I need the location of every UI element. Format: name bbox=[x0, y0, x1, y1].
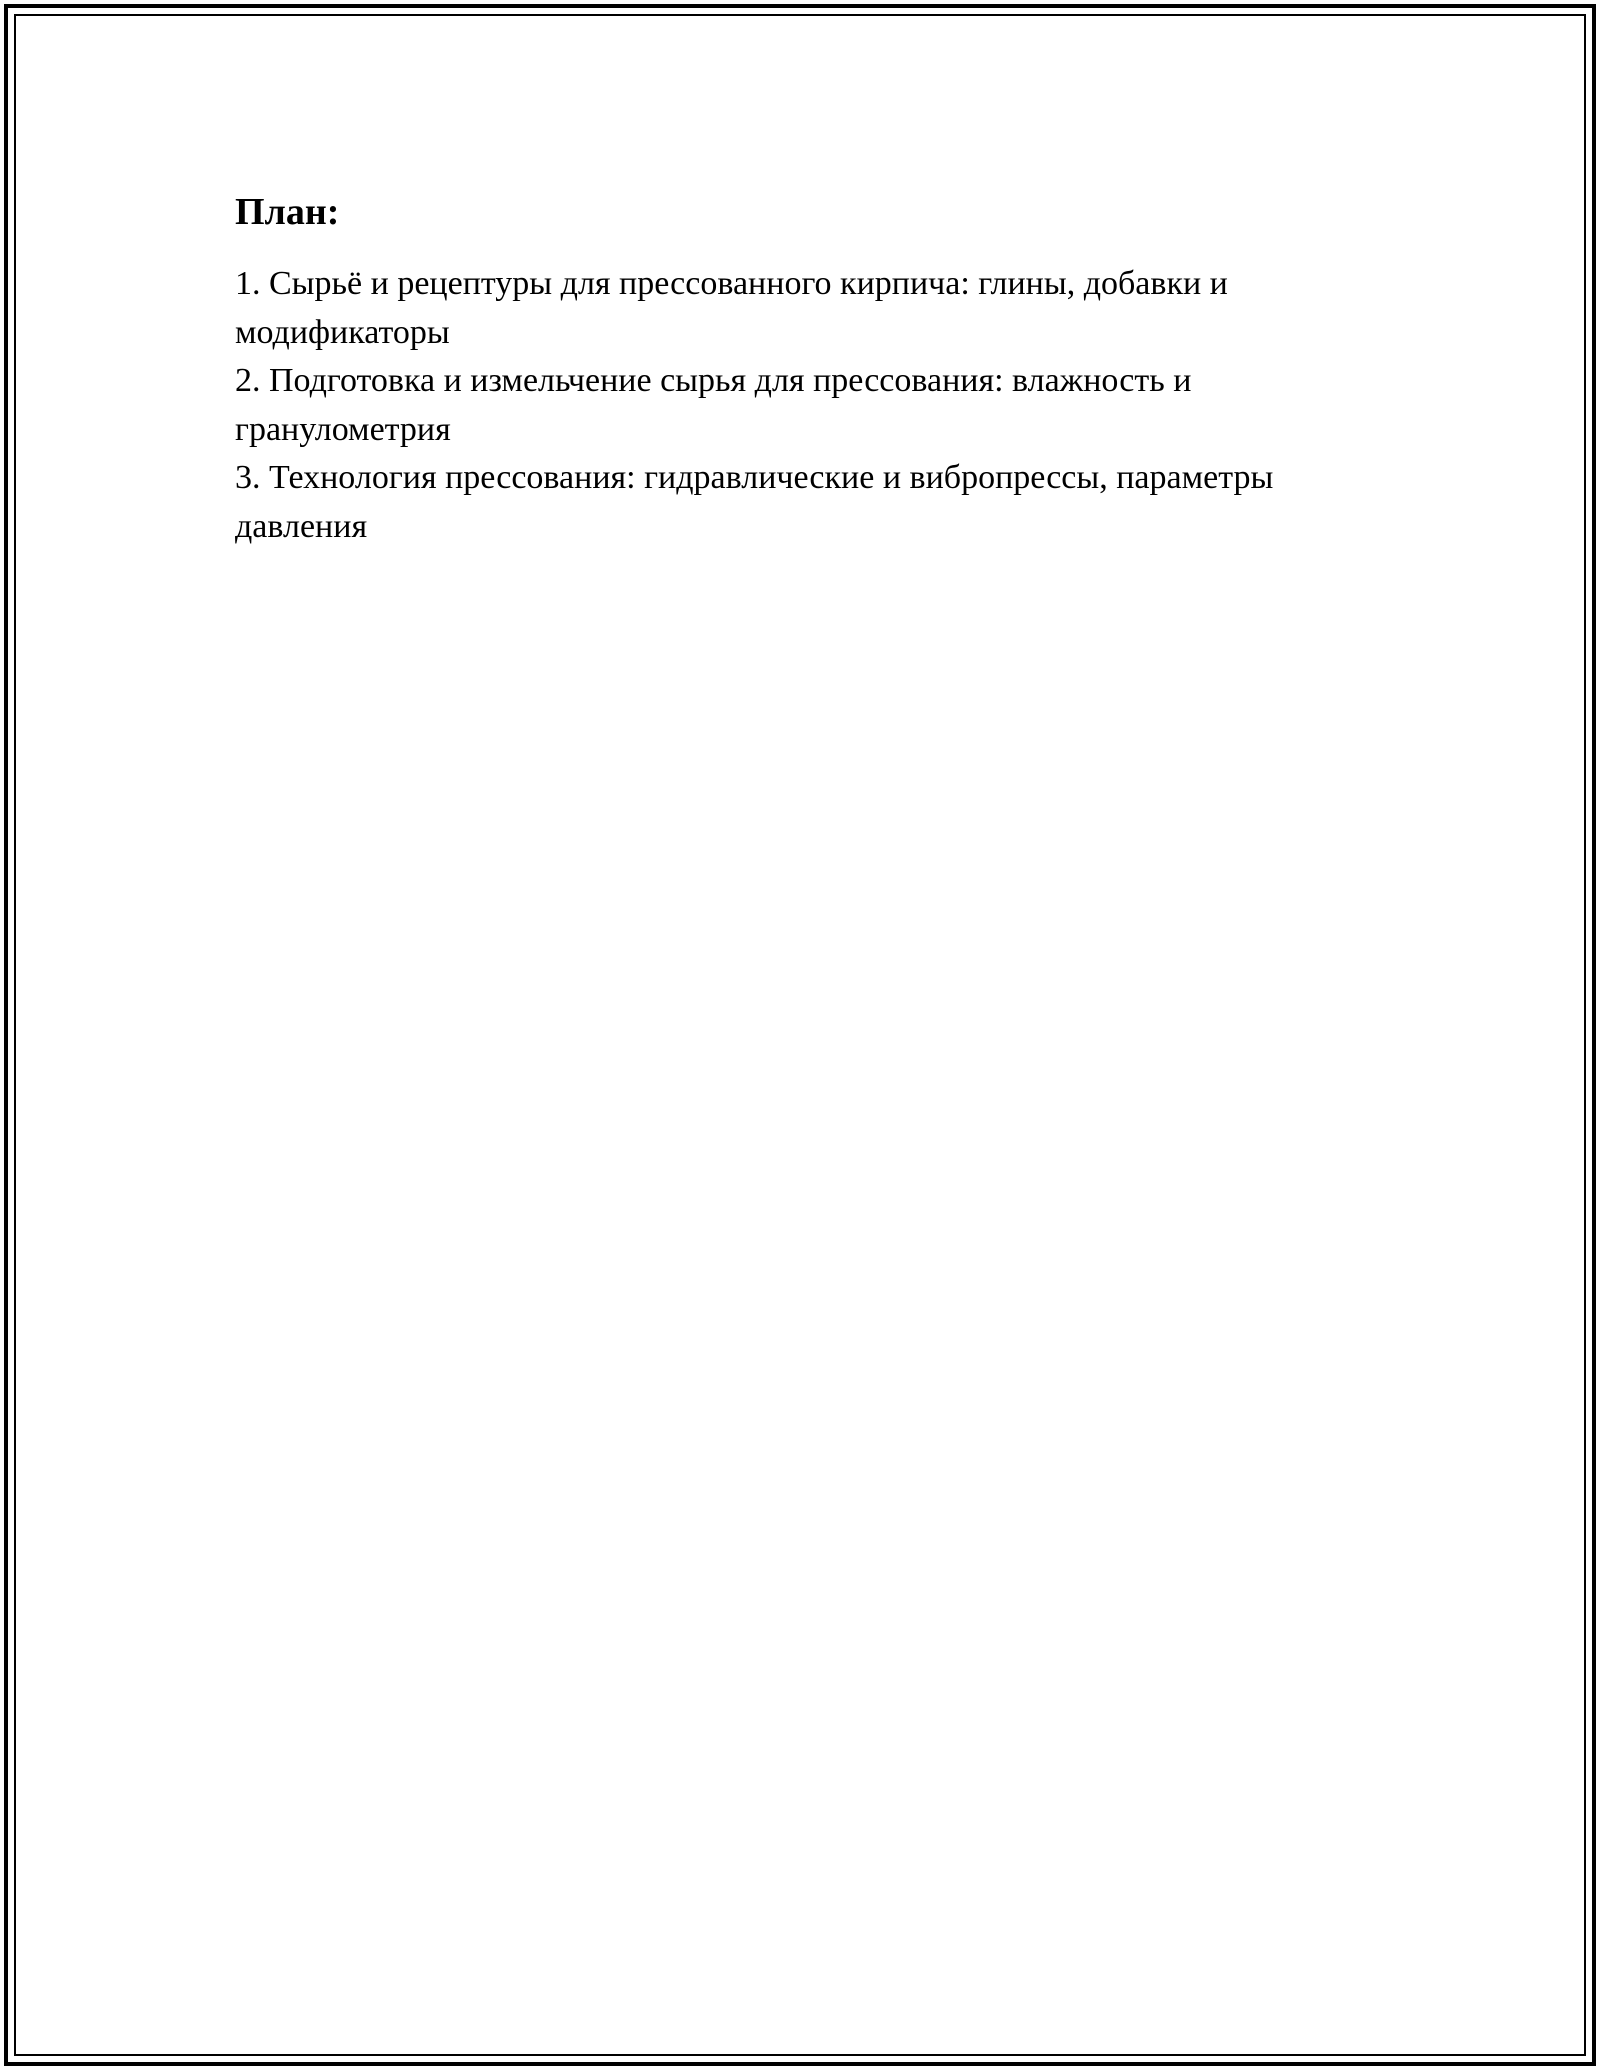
plan-item-3: 3. Технология прессования: гидравлические и вибропрессы, параметры давления bbox=[235, 459, 1274, 545]
document-body bbox=[235, 184, 1395, 551]
plan-item-2: 2. Подготовка и измельчение сырья для прессования: влажность и гранулометрия bbox=[235, 362, 1192, 448]
plan-heading: План: bbox=[235, 191, 340, 233]
plan-list bbox=[235, 260, 1395, 551]
plan-item-1: 1. Сырьё и рецептуры для прессованного кирпича: глины, добавки и модификаторы bbox=[235, 265, 1228, 351]
